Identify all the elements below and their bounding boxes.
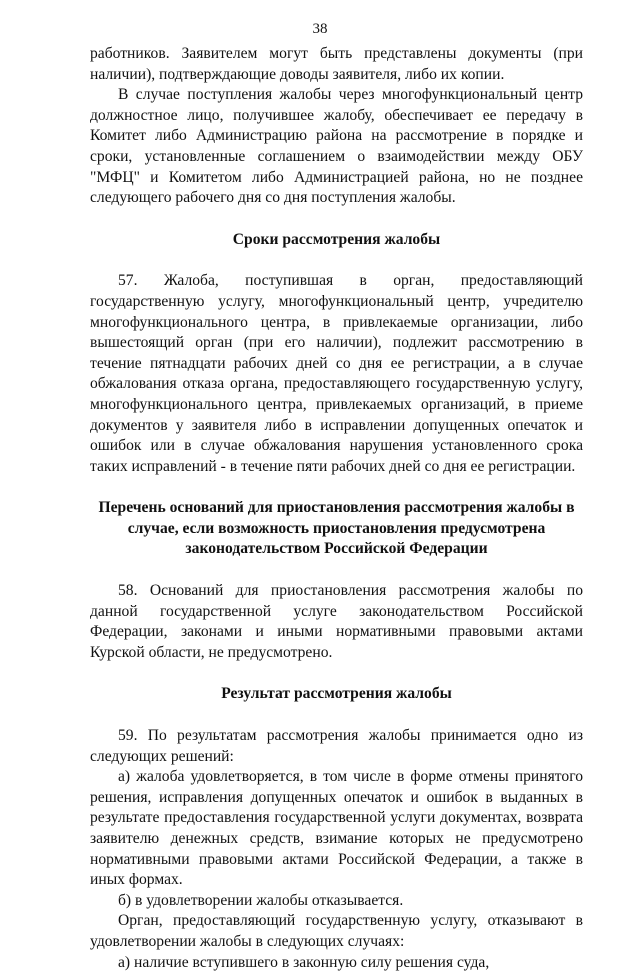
paragraph: В случае поступления жалобы через многофункциональный центр должностное лицо, получившее жалобу, обеспечивает ее передачу в Комитет либо Администрацию района на рассмотрение в порядке и сроки, установленные соглашением о взаимодействии между ОБУ "МФЦ" и Комитетом либо Администрацией района, но не позднее следующего рабочего дня со дня поступления жалобы. (90, 86, 583, 207)
paragraph: работников. Заявителем могут быть представлены документы (при наличии), подтверждающие доводы заявителя, либо их копии. (90, 45, 583, 83)
section-gap (90, 477, 583, 498)
document-body (90, 0, 583, 973)
page-number: 38 (312, 21, 328, 37)
section-gap (90, 560, 583, 581)
section-gap (90, 250, 583, 271)
paragraph: а) наличие вступившего в законную силу решения суда, (118, 953, 490, 971)
section-gap (90, 705, 583, 726)
paragraph: 57. Жалоба, поступившая в орган, предоставляющий государственную услугу, многофункциональный центр, учредителю многофункционального центра, в привлекаемые организации, либо вышестоящий орган (при его наличии), подлежит рассмотрению в течение пятнадцати рабочих дней со дня ее регистрации, а в случае обжалования отказа органа, предоставляющего государственную услугу, многофункционального центра, привлекаемых организаций, в приеме документов у заявителя либо в исправлении допущенных опечаток и ошибок или в случае обжалования нарушения установленного срока таких исправлений - в течение пяти рабочих дней со дня ее регистрации. (90, 272, 583, 475)
section-gap (90, 209, 583, 230)
section-gap (90, 663, 583, 684)
paragraph: а) жалоба удовлетворяется, в том числе в форме отмены принятого решения, исправления допущенных опечаток и ошибок в выданных в результате предоставления государственной услуги документах, возврата заявителю денежных средств, взимание которых не предусмотрено нормативными правовыми актами Российской Федерации, а также в иных формах. (90, 768, 583, 889)
paragraph: б) в удовлетворении жалобы отказывается. (118, 891, 404, 909)
section-heading: Перечень оснований для приостановления рассмотрения жалобы в случае, если возможность приостановления предусмотрена законодательством Российской Федерации (98, 499, 575, 558)
section-heading: Результат рассмотрения жалобы (221, 685, 452, 703)
paragraph: Орган, предоставляющий государственную услугу, отказывают в удовлетворении жалобы в следующих случаях: (90, 912, 583, 950)
section-heading: Сроки рассмотрения жалобы (232, 230, 441, 248)
paragraph: 59. По результатам рассмотрения жалобы принимается одно из следующих решений: (90, 727, 583, 765)
paragraph: 58. Оснований для приостановления рассмотрения жалобы по данной государственной услуге законодательством Российской Федерации, законами и иными нормативными правовыми актами Курской области, не предусмотрено. (90, 582, 583, 661)
